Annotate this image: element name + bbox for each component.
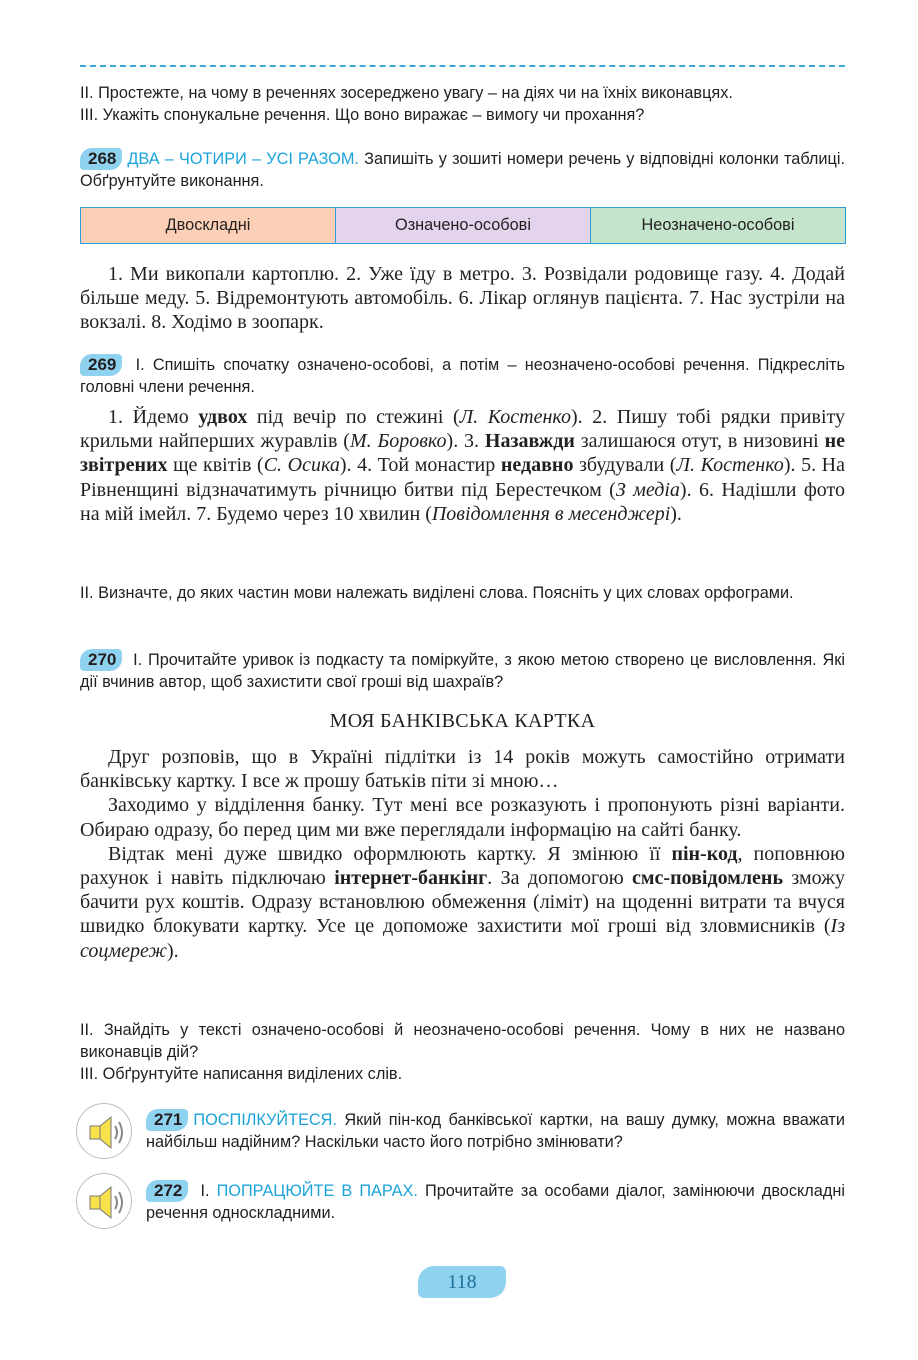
exercise-number-badge: 272 xyxy=(146,1180,188,1202)
text-run: ). 3. xyxy=(446,430,485,453)
text-run: . За допомогою xyxy=(487,867,633,890)
highlighted-word: інтернет-банкінг xyxy=(334,867,488,890)
intro-task-3: III. Укажіть спонукальне речення. Що воно виражає – вимогу чи прохання? xyxy=(80,106,645,124)
highlighted-word: удвох xyxy=(198,406,248,428)
text-run: під вечір по стежині ( xyxy=(247,406,460,428)
highlighted-word: Назавжди xyxy=(484,430,575,453)
source-author: М. Боровко xyxy=(349,430,447,453)
intro-task-2: II. Простежте, на чому в реченнях зосереджено увагу – на діях чи на їхніх виконавцях. xyxy=(80,84,733,102)
text-run: , поповнюю рахунок і навіть підключаю xyxy=(80,842,845,890)
text-run: 1. Йдемо xyxy=(108,406,199,428)
exercise-271-task xyxy=(146,1109,845,1153)
top-divider xyxy=(80,65,845,67)
exercise-number-badge: 269 xyxy=(80,354,122,376)
exercise-269-sentences xyxy=(80,405,845,526)
source-author: Повідомлення в месенджері xyxy=(431,502,671,525)
exercise-272-task xyxy=(146,1180,845,1224)
exercise-269-task xyxy=(80,354,845,398)
exercise-270-task-2-3 xyxy=(80,1019,845,1085)
speaker-icon xyxy=(76,1103,132,1159)
text-run: залишаюся отут, в низовині xyxy=(574,430,825,453)
exercise-task-2: II. Знайдіть у тексті означено-особові й неозначено-особові речення. Чому в них не названо виконавців дій? xyxy=(80,1021,845,1061)
classification-table xyxy=(80,207,846,244)
exercise-task-text: Який пін-код банківської картки, на вашу думку, можна вважати найбільш надійним? Наскільки часто його потрібно змінювати? xyxy=(146,1111,845,1151)
exercise-270-task xyxy=(80,649,845,693)
text-paragraph: Друг розповів, що в Україні підлітки із 14 років можуть самостійно отримати банківську картку. І все ж прошу батьків піти зі мною… xyxy=(80,746,845,793)
exercise-task-text: Прочитайте за особами діалог, замінюючи двоскладні речення односкладними. xyxy=(146,1182,845,1222)
highlighted-word: пін-код xyxy=(671,842,738,865)
text-run: ). xyxy=(670,502,682,525)
text-run: ще квітів ( xyxy=(167,454,264,477)
text-run: ). xyxy=(167,939,179,962)
source-author: Із соцмереж xyxy=(80,915,845,962)
text-run: ). 2. Пишу тобі рядки привіту крильми найперших журавлів ( xyxy=(80,406,845,453)
exercise-268-sentences: 1. Ми викопали картоплю. 2. Уже їду в метро. 3. Розвідали родовище газу. 4. Додай більше меду. 5. Відремонтують автомобіль. 6. Лікар оглянув пацієнта. 7. Нас зустріли на вокзалі. 8. Ходімо в зоопарк. xyxy=(80,263,845,334)
column-indefinite-personal: Неозначено-особові xyxy=(591,208,846,244)
column-two-part: Двоскладні xyxy=(81,208,336,244)
exercise-label: ПОПРАЦЮЙТЕ В ПАРАХ. xyxy=(216,1182,418,1200)
exercise-268-task xyxy=(80,148,845,192)
highlighted-word: недавно xyxy=(500,454,574,477)
page-number: 118 xyxy=(418,1266,506,1298)
exercise-number-badge: 268 xyxy=(80,148,122,170)
source-author: С. Осика xyxy=(263,454,340,477)
text-run: ). 5. На Рівненщині відзначатимуть річницю битви під Берестечком ( xyxy=(80,454,845,501)
exercise-task-text: I. Спишіть спочатку означено-особові, а потім – неозначено-особові речення. Підкресліть головні члени речення. xyxy=(80,356,845,396)
text-run: ). 4. Той монастир xyxy=(339,454,501,477)
source-author: Л. Костенко xyxy=(459,406,571,428)
text-title: МОЯ БАНКІВСЬКА КАРТКА xyxy=(329,710,596,732)
highlighted-word: не звітрених xyxy=(80,430,845,477)
exercise-number-badge: 271 xyxy=(146,1109,188,1131)
exercise-task-3: III. Обґрунтуйте написання виділених слів. xyxy=(80,1065,403,1083)
source-author: Л. Костенко xyxy=(676,454,784,477)
exercise-task-text: Запишіть у зошиті номери речень у відповідні колонки таблиці. Обґрунтуйте виконання. xyxy=(80,150,845,190)
source-author: З медіа xyxy=(615,478,680,501)
exercise-label: ПОСПІЛКУЙТЕСЯ. xyxy=(193,1111,337,1129)
text-run: ). 6. Надішли фото на мій імейл. 7. Будемо через 10 хвилин ( xyxy=(80,478,846,525)
intro-tasks xyxy=(80,82,845,126)
speaker-icon xyxy=(76,1173,132,1229)
exercise-number-badge: 270 xyxy=(80,649,122,671)
highlighted-word: смс-повідомлень xyxy=(632,867,784,890)
exercise-task-prefix: I. xyxy=(193,1182,217,1200)
text-run: Відтак мені дуже швидко оформлюють картку. Я змінюю її xyxy=(108,842,672,865)
exercise-label: ДВА – ЧОТИРИ – УСІ РАЗОМ. xyxy=(127,150,359,168)
text-run: зможу бачити рух коштів. Одразу встановлюю обмеження (ліміт) на щоденні витрати та вчуся швидко блокувати картку. Усе це допоможе захистити мої гроші від зловмисників ( xyxy=(80,867,845,938)
exercise-270-text xyxy=(80,745,845,963)
text-paragraph: Заходимо у відділення банку. Тут мені все розказують і пропонують різні варіанти. Обираю одразу, бо перед цим ми вже переглядали інформацію на сайті банку. xyxy=(80,794,845,841)
column-definite-personal: Означено-особові xyxy=(336,208,591,244)
exercise-269-task-2: II. Визначте, до яких частин мови належать виділені слова. Поясніть у цих словах орфограми. xyxy=(80,584,794,602)
exercise-task-text: I. Прочитайте уривок із подкасту та поміркуйте, з якою метою створено це висловлення. Які дії вчинив автор, щоб захистити свої гроші від шахраїв? xyxy=(80,651,845,691)
text-paragraph xyxy=(80,842,845,963)
text-run: збудували ( xyxy=(573,454,677,477)
